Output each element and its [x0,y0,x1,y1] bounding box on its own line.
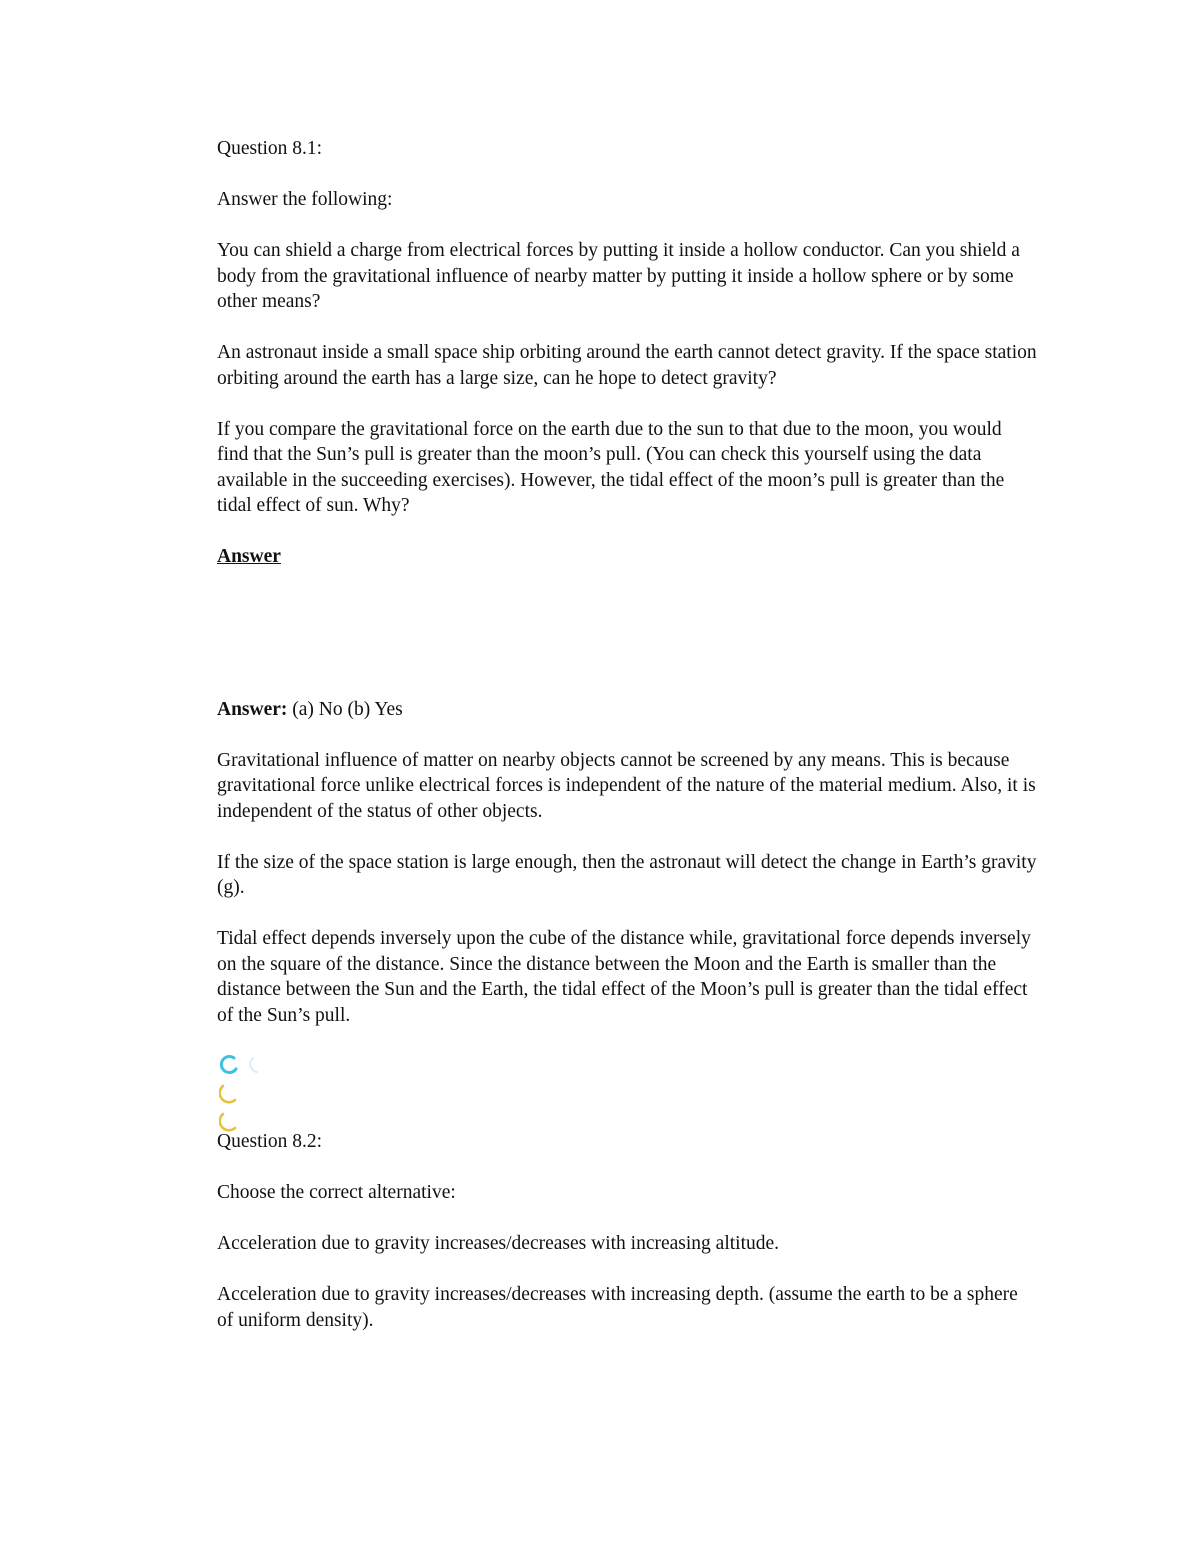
question-8-1-title: Question 8.1: [217,138,323,159]
answer-b: If the size of the space station is large enough, then the astronaut will detect the change in Earth’s gravity (g). [217,851,1037,898]
question-8-1-item-a: You can shield a charge from electrical forces by putting it inside a hollow conductor. Can you shield a body from the gravitational influence of nearby matter by putting it inside a hollow sphere or by some other means? [217,240,1020,312]
spinner-gold-icon [219,1083,241,1105]
question-8-2-item-b: Acceleration due to gravity increases/decreases with increasing depth. (assume the earth to be a sphere of uniform density). [217,1284,1018,1331]
question-8-2-item-a: Acceleration due to gravity increases/decreases with increasing altitude. [217,1233,780,1254]
spinner-gold-arc [220,1086,235,1102]
spinner-gold-arc [220,1114,235,1130]
document-page [217,136,1037,1333]
question-8-1-item-c: If you compare the gravitational force on the earth due to the sun to that due to the moon, you would find that the Sun’s pull is greater than the moon’s pull. (You can check this yourself using the data available in the succeeding exercises). However, the tidal effect of the moon’s pull is greater than the tidal effect of sun. Why? [217,418,1005,516]
spinner-light-arc [250,1058,257,1072]
loading-spinners [217,1051,1037,1129]
spinner-blue-icon [219,1054,261,1076]
question-8-1-item-b: An astronaut inside a small space ship orbiting around the earth cannot detect gravity. If the space station orbiting around the earth has a large size, can he hope to detect gravity? [217,342,1037,389]
answer-summary: (a) No (b) Yes [292,698,403,720]
question-8-2-instruction: Choose the correct alternative: [217,1182,456,1203]
spinner-blue-arc [221,1057,236,1073]
question-8-2-title: Question 8.2: [217,1131,323,1152]
answer-heading: Answer [217,546,281,567]
answer-summary-line [217,697,1037,723]
answer-label: Answer: [217,698,288,720]
question-8-1-instruction: Answer the following: [217,189,393,210]
answer-c: Tidal effect depends inversely upon the cube of the distance while, gravitational force depends inversely on the square of the distance. Since the distance between the Moon and the Earth is smaller than the distance between the Sun and the Earth, the tidal effect of the Moon’s pull is greater than the tidal effect of the Sun’s pull. [217,928,1031,1026]
answer-a: Gravitational influence of matter on nearby objects cannot be screened by any means. This is because gravitational force unlike electrical forces is independent of the nature of the material medium. Also, it is independent of the status of other objects. [217,749,1036,822]
spinner-gold-icon [219,1111,241,1133]
